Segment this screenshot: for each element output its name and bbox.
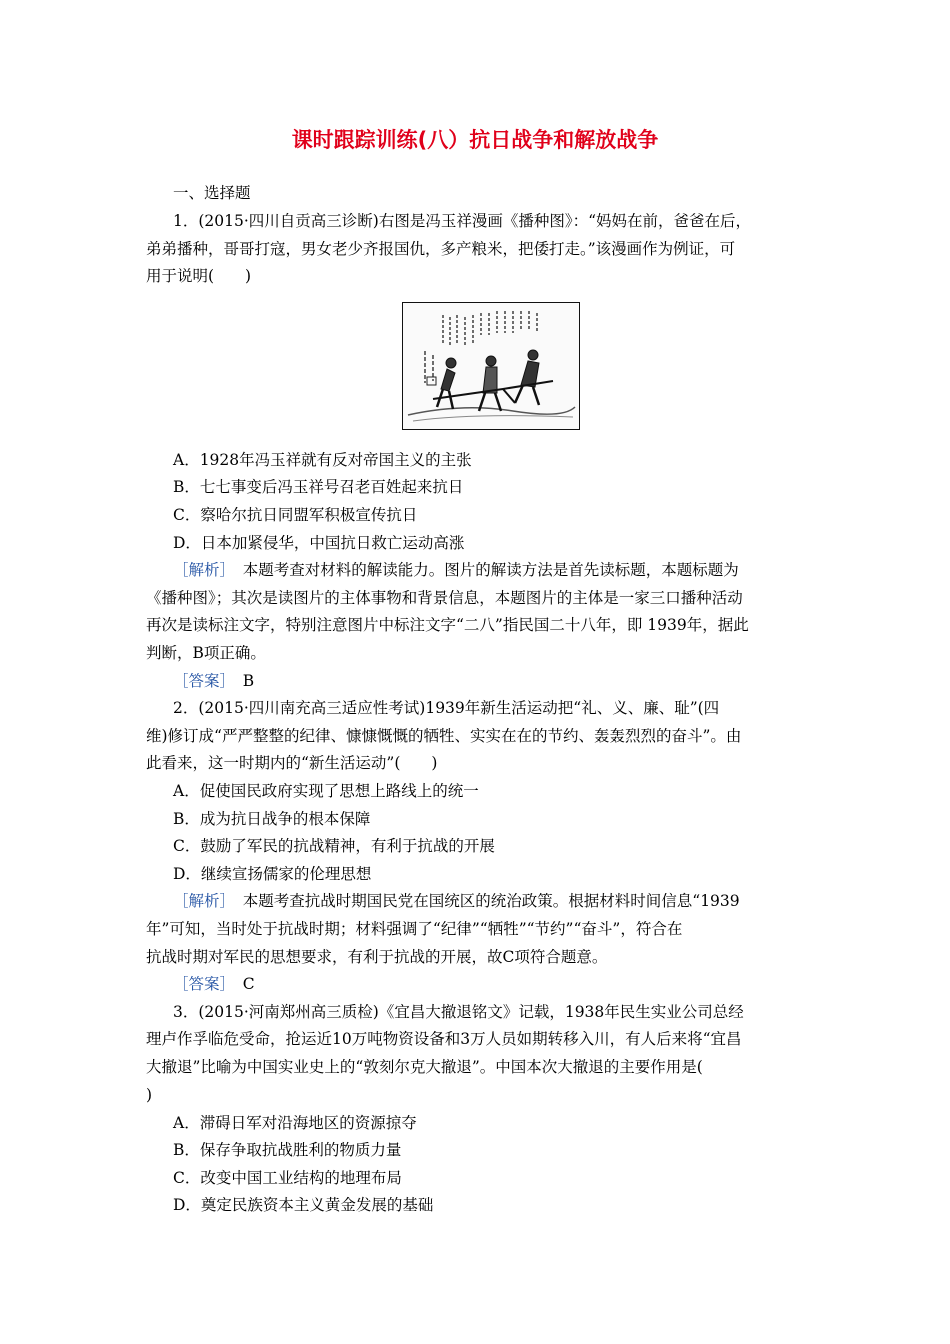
q1-analysis-line: 判断，B项正确。 (146, 644, 266, 662)
q2-option-a: A．促使国民政府实现了思想上路线上的统一 (173, 782, 479, 800)
q3-option-d: D．奠定民族资本主义黄金发展的基础 (173, 1196, 434, 1214)
q1-analysis-line: 《播种图》；其次是读图片的主体事物和背景信息，本题图片的主体是一家三口播种活动 (146, 589, 743, 607)
q3-stem-line: 理卢作孚临危受命，抢运近10万吨物资设备和3万人员如期转移入川，有人后来将“宜昌 (146, 1030, 742, 1048)
q3-option-b: B．保存争取抗战胜利的物质力量 (173, 1141, 402, 1159)
analysis-tag: ［解析］ (173, 561, 228, 579)
q2-stem-line: 2．(2015·四川南充高三适应性考试)1939年新生活运动把“礼、义、廉、耻”(四 (173, 699, 720, 717)
q1-analysis-line: 再次是读标注文字，特别注意图片中标注文字“二八”指民国二十八年，即 1939年，据此 (146, 616, 749, 634)
q1-answer-line (173, 670, 833, 692)
q3-option-a: A．滞碍日军对沿海地区的资源掠夺 (173, 1114, 417, 1132)
q2-stem-line: 维)修订成“严严整整的纪律、慷慷慨慨的牺牲、实实在在的节约、轰轰烈烈的奋斗”。由 (146, 727, 742, 745)
q1-option-b: B．七七事变后冯玉祥号召老百姓起来抗日 (173, 478, 464, 496)
page-title: 课时跟踪训练(八）抗日战争和解放战争 (291, 128, 659, 152)
q1-option-a: A．1928年冯玉祥就有反对帝国主义的主张 (173, 451, 472, 469)
q1-analysis-line (173, 559, 833, 581)
answer-tag: ［答案］ (173, 672, 228, 690)
analysis-text: 本题考查抗战时期国民党在国统区的统治政策。根据材料时间信息“1939 (227, 892, 740, 910)
q1-option-d: D．日本加紧侵华，中国抗日救亡运动高涨 (173, 534, 465, 552)
analysis-tag: ［解析］ (173, 892, 228, 910)
q2-stem-line: 此看来，这一时期内的“新生活运动”( ) (146, 754, 438, 772)
q3-option-c: C．改变中国工业结构的地理布局 (173, 1169, 402, 1187)
q3-stem-line: 3．(2015·河南郑州高三质检)《宜昌大撤退铭文》记载，1938年民生实业公司总经 (173, 1003, 744, 1021)
sowing-cartoon-image (402, 302, 580, 430)
cartoon-drawing (403, 303, 578, 428)
answer-tag: ［答案］ (173, 975, 228, 993)
q2-option-c: C．鼓励了军民的抗战精神，有利于抗战的开展 (173, 837, 495, 855)
q2-option-b: B．成为抗日战争的根本保障 (173, 810, 371, 828)
q1-stem-line: 用于说明( ) (146, 267, 252, 285)
q2-analysis-line: 抗战时期对军民的思想要求，有利于抗战的开展，故C项符合题意。 (146, 948, 608, 966)
answer-value: C (227, 975, 255, 993)
analysis-text: 本题考查对材料的解读能力。图片的解读方法是首先读标题，本题标题为 (227, 561, 739, 579)
section-heading: 一、选择题 (173, 184, 251, 202)
q3-stem-line: ) (146, 1086, 153, 1104)
q2-analysis-line: 年”可知，当时处于抗战时期；材料强调了“纪律”“牺牲”“节约”“奋斗”，符合在 (146, 920, 683, 938)
q1-stem-line: 弟弟播种，哥哥打寇，男女老少齐报国仇，多产粮米，把倭打走。”该漫画作为例证，可 (146, 240, 736, 258)
q2-analysis-line (173, 890, 833, 912)
q3-stem-line: 大撤退”比喻为中国实业史上的“敦刻尔克大撤退”。中国本次大撤退的主要作用是( (146, 1058, 703, 1076)
q1-option-c: C．察哈尔抗日同盟军积极宣传抗日 (173, 506, 418, 524)
q2-option-d: D．继续宣扬儒家的伦理思想 (173, 865, 372, 883)
q2-answer-line (173, 973, 833, 995)
q1-stem-line: 1．(2015·四川自贡高三诊断)右图是冯玉祥漫画《播种图》：“妈妈在前，爸爸在后， (173, 212, 752, 230)
answer-value: B (227, 672, 255, 690)
